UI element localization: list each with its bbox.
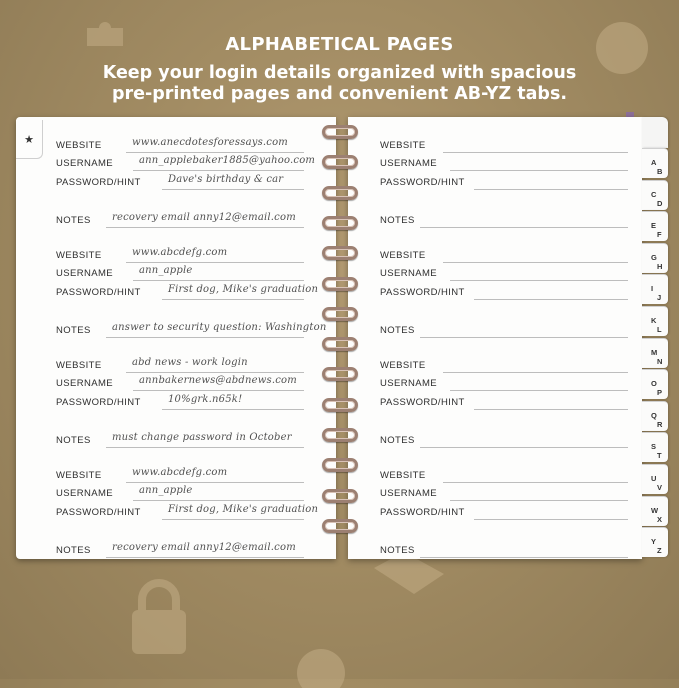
tab-letter: J <box>657 293 662 303</box>
subheadline <box>0 63 679 105</box>
username-handwritten-value[interactable]: ann_applebaker1885@yahoo.com <box>139 155 316 166</box>
tab-letter: N <box>657 356 663 366</box>
password-line <box>162 299 304 300</box>
password-row <box>348 504 642 522</box>
tab-cd[interactable] <box>642 180 668 210</box>
username-row <box>348 375 642 393</box>
binding-ring <box>322 398 358 412</box>
tab-st[interactable] <box>642 432 668 462</box>
username-row <box>16 375 336 393</box>
login-entry <box>16 122 336 232</box>
password-line <box>162 189 304 190</box>
notes-label: NOTES <box>56 545 91 556</box>
tab-letter: F <box>657 230 662 240</box>
website-row <box>348 137 642 155</box>
website-row <box>348 357 642 375</box>
padlock-icon <box>128 578 190 658</box>
right-page <box>348 117 642 559</box>
tab-letter: Y <box>651 537 657 547</box>
username-label: USERNAME <box>56 158 114 169</box>
tab-letter: R <box>657 419 663 429</box>
binding-ring <box>322 458 358 472</box>
website-handwritten-value[interactable]: abd news - work login <box>132 357 248 368</box>
website-line <box>443 262 628 263</box>
username-row <box>348 155 642 173</box>
binding-ring <box>322 489 358 503</box>
binding-ring <box>322 307 358 321</box>
login-entry <box>16 342 336 452</box>
website-label: WEBSITE <box>56 140 102 151</box>
tab-uv[interactable] <box>642 464 668 494</box>
notes-label: NOTES <box>56 435 91 446</box>
tab-letter: E <box>651 221 657 231</box>
tab-letter: L <box>657 325 662 334</box>
notes-row <box>348 542 642 560</box>
tab-letter: V <box>657 483 663 492</box>
password-label: PASSWORD/HINT <box>380 397 465 408</box>
password-label: PASSWORD/HINT <box>56 507 141 518</box>
password-line <box>474 409 628 410</box>
password-label: PASSWORD/HINT <box>380 287 465 298</box>
tab-letter: G <box>651 252 657 262</box>
notes-row <box>348 432 642 450</box>
tab-op[interactable] <box>642 369 668 399</box>
website-label: WEBSITE <box>380 140 426 151</box>
tab-letter: O <box>651 379 657 389</box>
notes-row <box>16 542 336 560</box>
username-line <box>450 390 628 391</box>
notes-handwritten-value[interactable]: recovery email anny12@email.com <box>112 542 296 553</box>
alphabet-tabs <box>642 148 668 562</box>
notes-row <box>348 212 642 230</box>
username-row <box>16 485 336 503</box>
blank-login-entry <box>348 232 642 342</box>
website-label: WEBSITE <box>56 250 102 261</box>
password-label: PASSWORD/HINT <box>56 177 141 188</box>
website-line <box>126 152 304 153</box>
website-row <box>348 247 642 265</box>
username-label: USERNAME <box>380 488 438 499</box>
website-handwritten-value[interactable]: www.anecdotesforessays.com <box>132 137 288 148</box>
password-line <box>162 409 304 410</box>
website-line <box>126 372 304 373</box>
notes-handwritten-value[interactable]: answer to security question: Washington <box>112 322 327 333</box>
spiral-binding <box>318 125 362 555</box>
tab-letter: C <box>651 189 657 199</box>
tab-letter: H <box>657 261 663 271</box>
tab-letter: Q <box>651 410 657 420</box>
username-row <box>348 485 642 503</box>
website-row <box>16 357 336 375</box>
subheadline-line-1: Keep your login details organized with spacious <box>102 63 577 83</box>
tab-letter: P <box>657 388 663 398</box>
tab-ij[interactable] <box>642 274 668 304</box>
notes-row <box>16 322 336 340</box>
tab-ef[interactable] <box>642 211 668 241</box>
notes-line <box>420 447 628 448</box>
username-line <box>133 390 304 391</box>
password-row <box>16 394 336 412</box>
binding-ring <box>322 277 358 291</box>
binding-ring <box>322 125 358 139</box>
blank-login-entry <box>348 342 642 452</box>
username-line <box>450 170 628 171</box>
tab-qr[interactable] <box>642 401 668 431</box>
username-label: USERNAME <box>380 158 438 169</box>
username-label: USERNAME <box>380 378 438 389</box>
tab-letter: S <box>651 442 657 452</box>
password-handwritten-value[interactable]: Dave's birthday & car <box>168 174 284 185</box>
binding-ring <box>322 155 358 169</box>
notes-line <box>420 227 628 228</box>
username-row <box>16 155 336 173</box>
username-label: USERNAME <box>56 268 114 279</box>
tab-wx[interactable] <box>642 496 668 526</box>
star-tab[interactable]: ★ <box>16 120 43 159</box>
password-row <box>348 174 642 192</box>
blank-login-entry <box>348 452 642 562</box>
notes-row <box>348 322 642 340</box>
binding-ring <box>322 519 358 533</box>
binding-ring <box>322 216 358 230</box>
tab-letter: U <box>651 474 657 483</box>
username-label: USERNAME <box>56 378 114 389</box>
username-handwritten-value[interactable]: annbakernews@abdnews.com <box>139 375 297 386</box>
password-handwritten-value[interactable]: First dog, Mike's graduation <box>168 284 319 295</box>
notes-handwritten-value[interactable]: recovery email anny12@email.com <box>112 212 296 223</box>
tab-letter: M <box>651 347 658 357</box>
username-row <box>16 265 336 283</box>
notes-label: NOTES <box>380 215 415 226</box>
website-line <box>126 262 304 263</box>
page-edge <box>642 117 668 148</box>
tab-letter: A <box>651 158 657 167</box>
website-line <box>443 482 628 483</box>
password-label: PASSWORD/HINT <box>380 507 465 518</box>
tab-ab[interactable] <box>642 148 668 178</box>
notes-line <box>420 557 628 558</box>
notes-line <box>106 227 304 228</box>
username-label: USERNAME <box>56 488 114 499</box>
binding-ring <box>322 428 358 442</box>
notes-row <box>16 212 336 230</box>
binding-ring <box>322 367 358 381</box>
notes-label: NOTES <box>380 325 415 336</box>
tab-letter: K <box>651 316 657 325</box>
notes-line <box>106 557 304 558</box>
website-label: WEBSITE <box>56 360 102 371</box>
notes-line <box>106 447 304 448</box>
password-label: PASSWORD/HINT <box>56 287 141 298</box>
website-row <box>16 467 336 485</box>
tab-yz[interactable] <box>642 527 668 557</box>
tab-letter: B <box>657 167 663 176</box>
website-handwritten-value[interactable]: www.abcdefg.com <box>132 467 228 478</box>
website-label: WEBSITE <box>380 250 426 261</box>
subheadline-line-2: pre-printed pages and convenient AB-YZ tabs. <box>111 84 568 104</box>
notes-label: NOTES <box>380 545 415 556</box>
website-label: WEBSITE <box>380 360 426 371</box>
tab-kl[interactable] <box>642 306 668 336</box>
left-page <box>16 117 336 559</box>
notes-label: NOTES <box>380 435 415 446</box>
login-entry <box>16 232 336 342</box>
website-line <box>443 152 628 153</box>
tab-letter: T <box>657 451 662 461</box>
username-handwritten-value[interactable]: ann_apple <box>139 485 193 496</box>
password-row <box>16 284 336 302</box>
website-label: WEBSITE <box>380 470 426 481</box>
website-label: WEBSITE <box>56 470 102 481</box>
tab-letter: D <box>657 198 663 208</box>
password-row <box>348 394 642 412</box>
username-handwritten-value[interactable]: ann_apple <box>139 265 193 276</box>
website-line <box>126 482 304 483</box>
password-handwritten-value[interactable]: 10%grk.n65k! <box>168 394 243 405</box>
username-line <box>450 500 628 501</box>
username-line <box>450 280 628 281</box>
notes-line <box>106 337 304 338</box>
username-row <box>348 265 642 283</box>
password-line <box>474 519 628 520</box>
login-entry <box>16 452 336 562</box>
website-row <box>16 247 336 265</box>
username-line <box>133 170 304 171</box>
password-line <box>474 189 628 190</box>
password-line <box>474 299 628 300</box>
username-line <box>133 500 304 501</box>
website-row <box>16 137 336 155</box>
notes-row <box>16 432 336 450</box>
password-handwritten-value[interactable]: First dog, Mike's graduation <box>168 504 319 515</box>
password-row <box>16 174 336 192</box>
tab-letter: Z <box>657 546 662 556</box>
tab-letter: I <box>651 284 654 294</box>
gear-icon <box>286 638 356 688</box>
website-line <box>443 372 628 373</box>
notes-line <box>420 337 628 338</box>
binding-ring <box>322 337 358 351</box>
binding-ring <box>322 246 358 260</box>
username-line <box>133 280 304 281</box>
password-row <box>16 504 336 522</box>
username-label: USERNAME <box>380 268 438 279</box>
website-handwritten-value[interactable]: www.abcdefg.com <box>132 247 228 258</box>
tab-letter: X <box>657 514 663 524</box>
notes-handwritten-value[interactable]: must change password in October <box>112 432 292 443</box>
website-row <box>348 467 642 485</box>
blank-login-entry <box>348 122 642 232</box>
password-label: PASSWORD/HINT <box>56 397 141 408</box>
notes-label: NOTES <box>56 215 91 226</box>
headline: ALPHABETICAL PAGES <box>225 34 454 55</box>
password-row <box>348 284 642 302</box>
password-label: PASSWORD/HINT <box>380 177 465 188</box>
password-line <box>162 519 304 520</box>
notes-label: NOTES <box>56 325 91 336</box>
tab-gh[interactable] <box>642 243 668 273</box>
tab-letter: W <box>651 505 659 515</box>
binding-ring <box>322 186 358 200</box>
tab-mn[interactable] <box>642 338 668 368</box>
